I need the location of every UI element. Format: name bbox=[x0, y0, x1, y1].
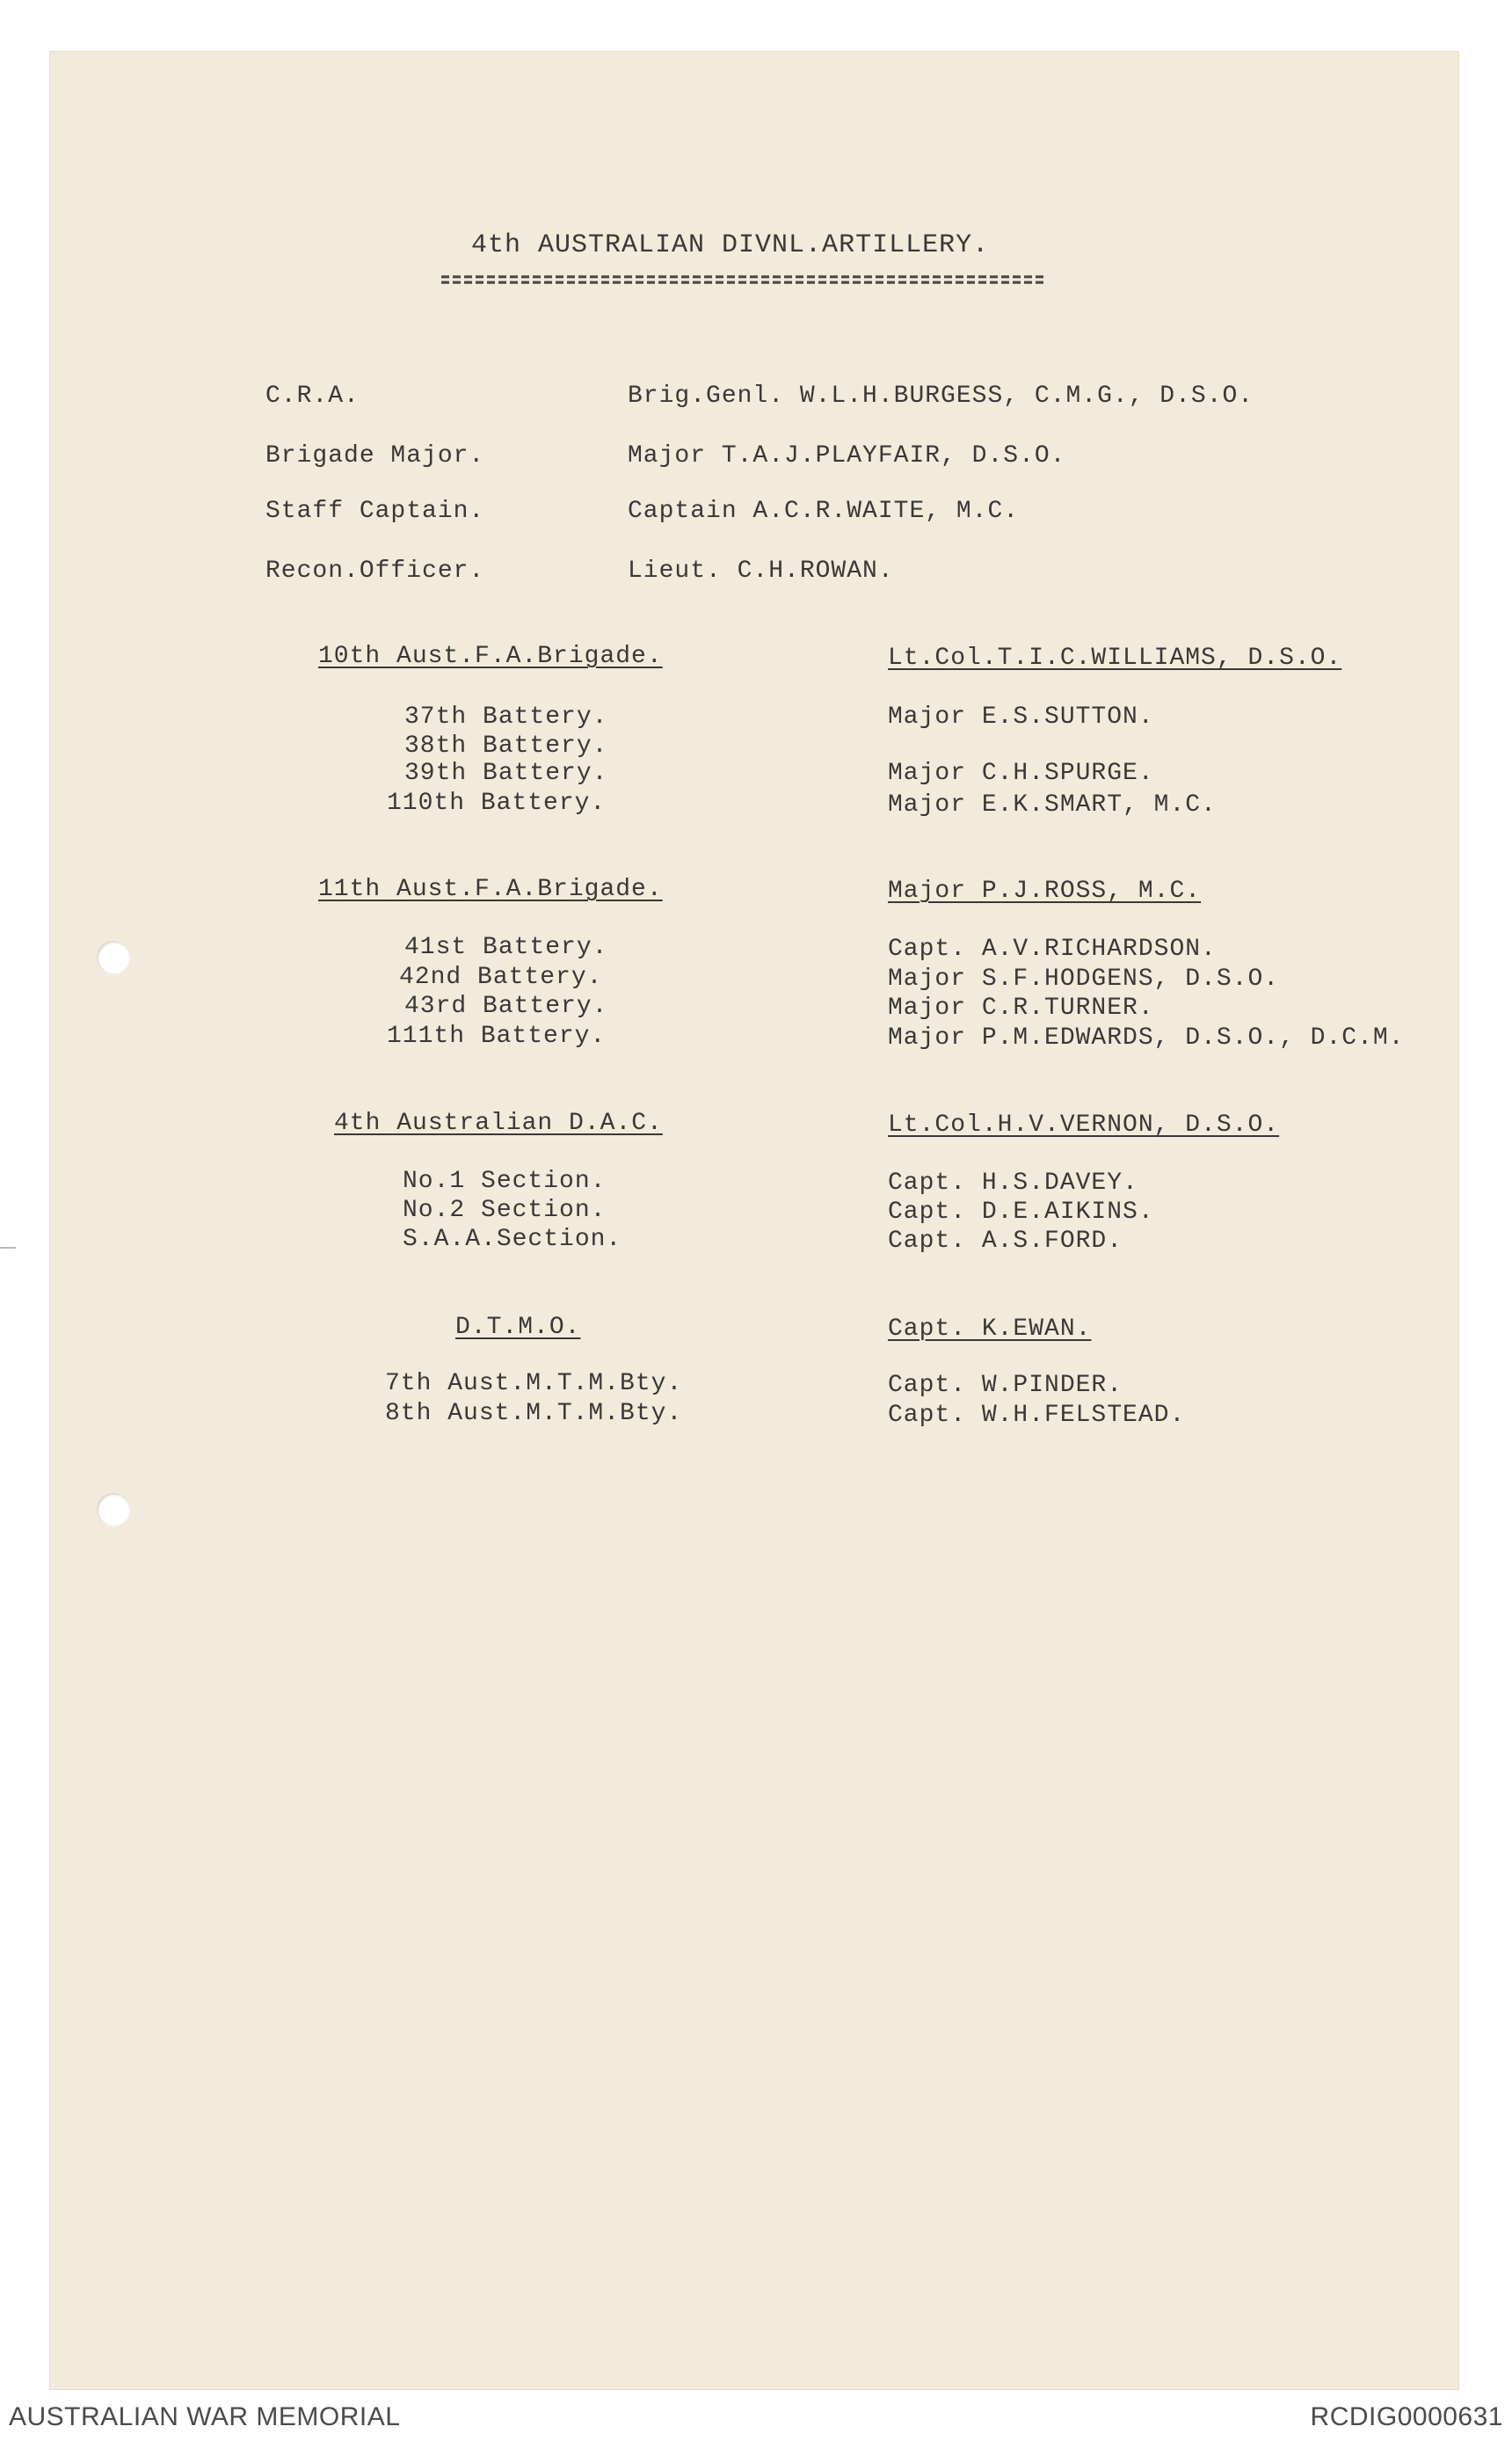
unit-commander: Lt.Col.H.V.VERNON, D.S.O. bbox=[888, 1111, 1280, 1139]
sub-unit-officer: Capt. A.S.FORD. bbox=[888, 1228, 1123, 1255]
sub-unit-officer: Major E.S.SUTTON. bbox=[888, 703, 1154, 731]
sub-unit: 39th Battery. bbox=[404, 760, 608, 787]
sub-unit-officer: Capt. W.H.FELSTEAD. bbox=[888, 1402, 1186, 1429]
footer-archive-name: AUSTRALIAN WAR MEMORIAL bbox=[9, 2402, 401, 2431]
footer-record-id: RCDIG0000631 bbox=[1310, 2402, 1503, 2431]
sub-unit: No.2 Section. bbox=[403, 1197, 607, 1224]
staff-role: Brigade Major. bbox=[265, 442, 485, 470]
staff-name: Major T.A.J.PLAYFAIR, D.S.O. bbox=[628, 442, 1066, 470]
sub-unit: No.1 Section. bbox=[403, 1168, 607, 1195]
unit-heading: 4th Australian D.A.C. bbox=[334, 1110, 663, 1137]
sub-unit: 110th Battery. bbox=[387, 790, 607, 817]
sub-unit-officer: Major P.M.EDWARDS, D.S.O., D.C.M. bbox=[888, 1026, 1405, 1051]
edge-mark bbox=[0, 1247, 16, 1249]
unit-commander: Major P.J.ROSS, M.C. bbox=[888, 878, 1202, 905]
sub-unit: 37th Battery. bbox=[404, 703, 608, 731]
sub-unit: 42nd Battery. bbox=[399, 964, 603, 991]
sub-unit-officer: Major C.H.SPURGE. bbox=[888, 760, 1154, 787]
unit-heading: 10th Aust.F.A.Brigade. bbox=[318, 643, 663, 670]
punch-hole-top bbox=[97, 941, 130, 974]
sub-unit: S.A.A.Section. bbox=[403, 1226, 622, 1253]
sub-unit: 43rd Battery. bbox=[404, 993, 608, 1020]
staff-role: Staff Captain. bbox=[265, 498, 485, 525]
sub-unit-officer: Major S.F.HODGENS, D.S.O. bbox=[888, 965, 1280, 993]
sub-unit: 38th Battery. bbox=[404, 732, 608, 760]
sub-unit: 7th Aust.M.T.M.Bty. bbox=[385, 1370, 683, 1397]
sub-unit-officer: Capt. D.E.AIKINS. bbox=[888, 1199, 1154, 1226]
sub-unit-officer: Capt. H.S.DAVEY. bbox=[888, 1169, 1138, 1197]
unit-heading: 11th Aust.F.A.Brigade. bbox=[318, 876, 663, 903]
unit-commander: Capt. K.EWAN. bbox=[888, 1315, 1092, 1343]
sub-unit: 41st Battery. bbox=[404, 934, 608, 961]
staff-name: Brig.Genl. W.L.H.BURGESS, C.M.G., D.S.O. bbox=[628, 383, 1254, 410]
staff-name: Lieut. C.H.ROWAN. bbox=[628, 557, 894, 585]
document-title: 4th AUSTRALIAN DIVNL.ARTILLERY. bbox=[471, 230, 990, 260]
staff-role: C.R.A. bbox=[265, 383, 360, 410]
unit-commander: Lt.Col.T.I.C.WILLIAMS, D.S.O. bbox=[888, 645, 1342, 672]
staff-role: Recon.Officer. bbox=[265, 557, 485, 585]
sub-unit-officer: Major E.K.SMART, M.C. bbox=[888, 791, 1217, 819]
sub-unit: 8th Aust.M.T.M.Bty. bbox=[385, 1400, 683, 1427]
sub-unit-officer: Capt. W.PINDER. bbox=[888, 1372, 1123, 1399]
staff-name: Captain A.C.R.WAITE, M.C. bbox=[628, 498, 1020, 525]
unit-heading: D.T.M.O. bbox=[455, 1314, 581, 1341]
sub-unit: 111th Battery. bbox=[387, 1023, 607, 1050]
punch-hole-bottom bbox=[97, 1493, 130, 1527]
sub-unit-officer: Capt. A.V.RICHARDSON. bbox=[888, 936, 1217, 963]
sub-unit-officer: Major C.R.TURNER. bbox=[888, 995, 1154, 1022]
